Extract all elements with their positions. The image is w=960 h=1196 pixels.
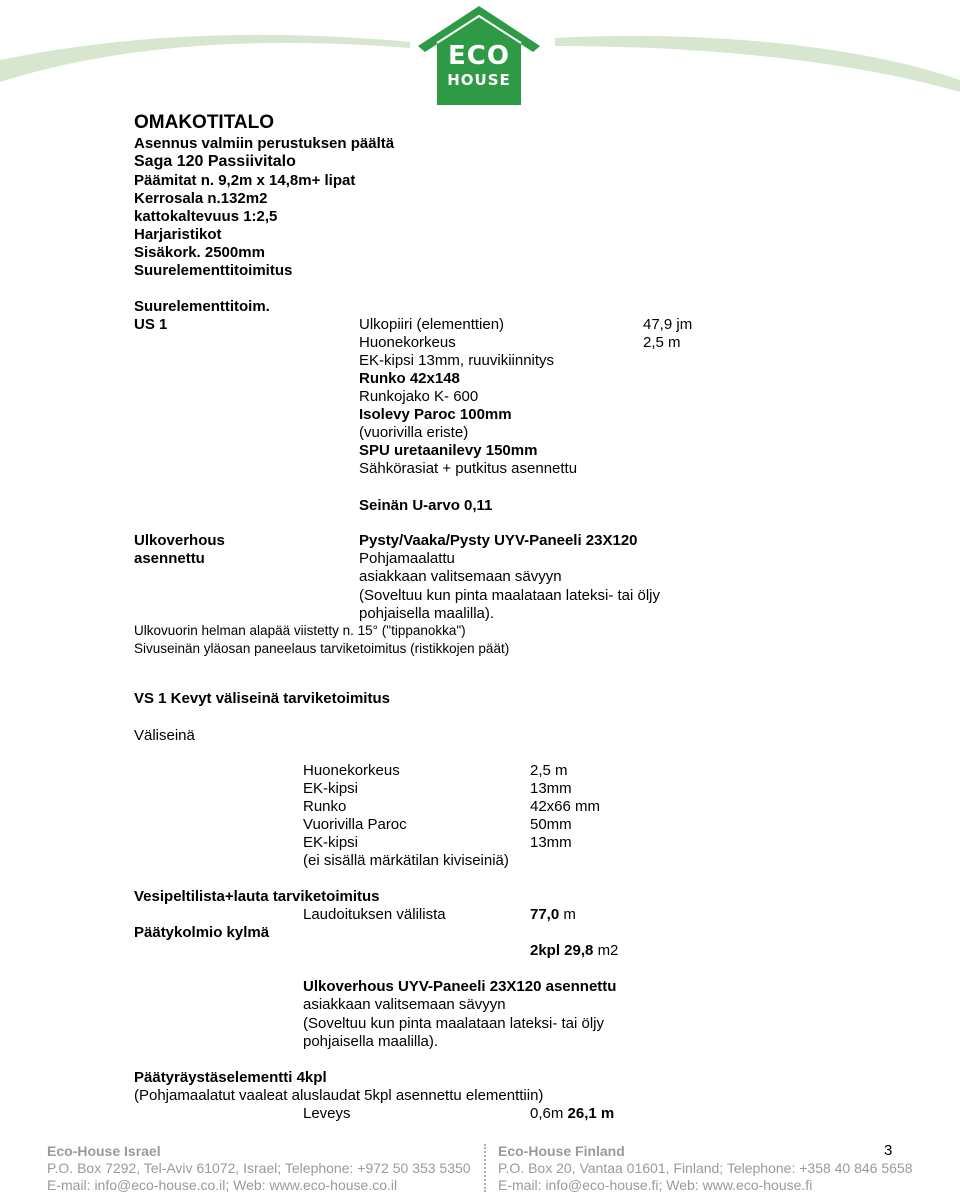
logo-text-house: HOUSE xyxy=(447,71,511,89)
intro-line: Saga 120 Passiivitalo xyxy=(134,153,296,170)
intro-line: Kerrosala n.132m2 xyxy=(134,190,268,207)
intro-line: Päämitat n. 9,2m x 14,8m+ lipat xyxy=(134,172,356,189)
intro-line: Harjaristikot xyxy=(134,226,222,243)
vs1-row-value: 42x66 mm xyxy=(530,798,601,815)
us1-code: US 1 xyxy=(134,316,168,333)
vs1-row-text: EK-kipsi xyxy=(303,834,359,851)
u-value: Seinän U-arvo 0,11 xyxy=(359,497,493,514)
footer-israel-line: E-mail: info@eco-house.co.il; Web: www.eco-house.co.il xyxy=(47,1177,398,1193)
right-swoosh xyxy=(555,36,960,92)
us1-row-text: SPU uretaanilevy 150mm xyxy=(359,442,538,459)
us1-row-text: Runko 42x148 xyxy=(359,370,460,387)
vesipelti-item: Laudoituksen välilista xyxy=(303,906,446,923)
paatykolmio-line: Ulkoverhous UYV-Paneeli 23X120 asennettu xyxy=(303,978,617,995)
footer-finland-line: P.O. Box 20, Vantaa 01601, Finland; Telephone: +358 40 846 5658 xyxy=(498,1160,913,1176)
us1-row-text: Isolevy Paroc 100mm xyxy=(359,406,512,423)
eco-house-logo xyxy=(415,3,543,107)
footer-finland-line: E-mail: info@eco-house.fi; Web: www.eco-house.fi xyxy=(498,1177,813,1193)
us1-row-text: Runkojako K- 600 xyxy=(359,388,479,405)
ulkoverhous-note: Ulkovuorin helman alapää viistetty n. 15° ("tippanokka") xyxy=(134,623,466,638)
paatykolmio-value-unit: m2 xyxy=(597,942,619,959)
vesipelti-title: Vesipeltilista+lauta tarviketoimitus xyxy=(134,888,380,905)
vesipelti-value xyxy=(530,906,576,924)
page-number: 3 xyxy=(884,1142,893,1159)
vs1-row-text: Vuorivilla Paroc xyxy=(303,816,407,833)
intro-line: Sisäkork. 2500mm xyxy=(134,244,265,261)
us1-row-value: 47,9 jm xyxy=(643,316,693,333)
vs1-row-text: Runko xyxy=(303,798,347,815)
paatyraystas-value-plain: 0,6m xyxy=(530,1105,564,1122)
paatyraystas-value xyxy=(530,1105,614,1123)
paatyraystas-line: (Pohjamaalatut vaaleat aluslaudat 5kpl asennettu elementtiin) xyxy=(134,1087,544,1104)
us1-row-text: (vuorivilla eriste) xyxy=(359,424,469,441)
vesipelti-value-unit: m xyxy=(563,906,576,923)
paatykolmio-value-number: 2kpl 29,8 xyxy=(530,942,594,959)
vs1-row-value: 13mm xyxy=(530,834,572,851)
us1-row-text: Huonekorkeus xyxy=(359,334,456,351)
paatykolmio-line: asiakkaan valitsemaan sävyyn xyxy=(303,996,506,1013)
ulkoverhous-line: Pysty/Vaaka/Pysty UYV-Paneeli 23X120 xyxy=(359,532,638,549)
ulkoverhous-line: asiakkaan valitsemaan sävyyn xyxy=(359,568,562,585)
footer-israel-name: Eco-House Israel xyxy=(47,1143,161,1159)
footer-finland-name: Eco-House Finland xyxy=(498,1143,625,1159)
logo-text-eco: ECO xyxy=(448,41,510,71)
vs1-row-value: 2,5 m xyxy=(530,762,568,779)
vs1-row-text: (ei sisällä märkätilan kiviseiniä) xyxy=(303,852,509,869)
intro-line: Asennus valmiin perustuksen päältä xyxy=(134,135,395,152)
vs1-title: VS 1 Kevyt väliseinä tarviketoimitus xyxy=(134,690,390,707)
vs1-subtitle: Väliseinä xyxy=(134,727,195,744)
ulkoverhous-note: Sivuseinän yläosan paneelaus tarviketoimitus (ristikkojen päät) xyxy=(134,641,510,656)
us1-row-value: 2,5 m xyxy=(643,334,681,351)
us1-row-text: Sähkörasiat + putkitus asennettu xyxy=(359,460,578,477)
footer-israel-line: P.O. Box 7292, Tel-Aviv 61072, Israel; Telephone: +972 50 353 5350 xyxy=(47,1160,471,1176)
footer-divider xyxy=(484,1144,486,1192)
ulkoverhous-label: asennettu xyxy=(134,550,205,567)
vs1-row-text: EK-kipsi xyxy=(303,780,359,797)
us1-row-text: Ulkopiiri (elementtien) xyxy=(359,316,505,333)
ulkoverhous-line: Pohjamaalattu xyxy=(359,550,455,567)
paatyraystas-value-bold: 26,1 m xyxy=(567,1105,615,1122)
paatykolmio-title: Päätykolmio kylmä xyxy=(134,924,270,941)
paatykolmio-value xyxy=(530,942,618,960)
us1-row-text: EK-kipsi 13mm, ruuvikiinnitys xyxy=(359,352,555,369)
vs1-row-value: 13mm xyxy=(530,780,572,797)
intro-line: kattokaltevuus 1:2,5 xyxy=(134,208,278,225)
page-title: OMAKOTITALO xyxy=(134,112,275,133)
vs1-row-value: 50mm xyxy=(530,816,572,833)
ulkoverhous-line: pohjaisella maalilla). xyxy=(359,605,495,622)
ulkoverhous-label: Ulkoverhous xyxy=(134,532,225,549)
section-title-suurelementti: Suurelementtitoim. xyxy=(134,298,270,315)
paatyraystas-title: Päätyräystäselementti 4kpl xyxy=(134,1069,327,1086)
vesipelti-value-number: 77,0 xyxy=(530,906,560,923)
paatyraystas-item: Leveys xyxy=(303,1105,351,1122)
paatykolmio-line: pohjaisella maalilla). xyxy=(303,1033,439,1050)
left-swoosh xyxy=(0,35,410,82)
vs1-row-text: Huonekorkeus xyxy=(303,762,400,779)
paatykolmio-line: (Soveltuu kun pinta maalataan lateksi- tai öljy xyxy=(303,1015,604,1032)
intro-line: Suurelementtitoimitus xyxy=(134,262,293,279)
ulkoverhous-line: (Soveltuu kun pinta maalataan lateksi- tai öljy xyxy=(359,587,660,604)
